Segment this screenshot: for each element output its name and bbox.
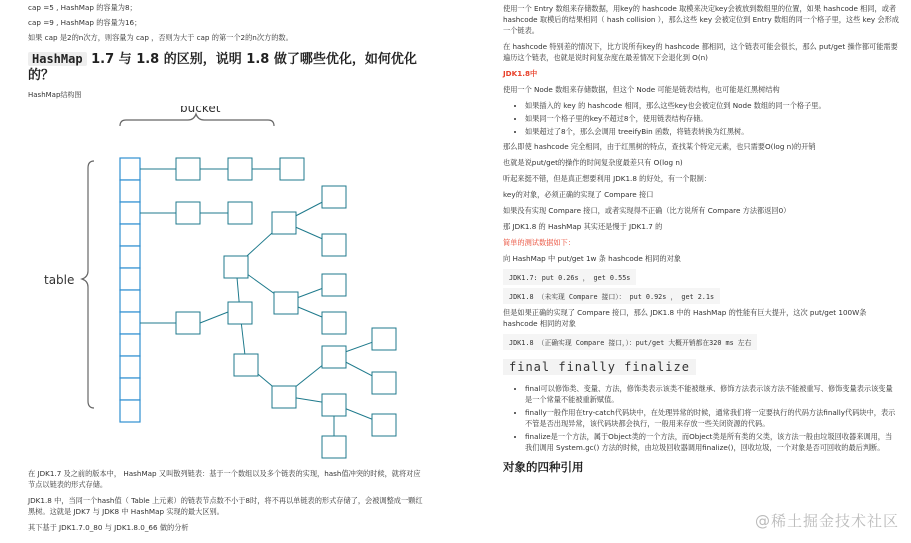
red-black-tree <box>236 196 384 446</box>
left-column <box>0 0 440 543</box>
paragraph: 也就是说put/get的操作的时间复杂度最差只有 O(log n) <box>503 158 683 167</box>
tree-root-link <box>140 312 228 334</box>
text-line: 如果 cap 是2的n次方，则容量为 cap ，否则为大于 cap 的第一个2的n次方的数。 <box>28 33 293 42</box>
paragraph: 如果没有实现 Compare 接口，或者实现得不正确（比方说所有 Compare 方法都返回0） <box>503 206 791 215</box>
list-item: • finalize是一个方法，属于Object类的一个方法，而Object类是所有类的父类，该方法一般由垃圾回收器来调用，当我们调用 System.gc() 方法的时候，由垃圾回收器调用finalize()，回收垃圾，一个对象是否可回收的最后判断。 <box>525 431 899 453</box>
hashmap-structure-diagram <box>28 106 428 466</box>
list-item: • 如果插入的 key 的 hashcode 相同，那么这些key也会被定位到 Node 数组的同一个格子里。 <box>525 100 899 111</box>
paragraph: key的对象，必须正确的实现了 Compare 接口 <box>503 190 654 199</box>
paragraph: 那 JDK1.8 的 HashMap 其实还是慢于 JDK1.7 的 <box>503 222 663 231</box>
code-result: JDK1.8 （正确实现 Compare 接口，）：put/get 大概开销都在320 ms 左右 <box>503 334 757 350</box>
list-item: • 如果超过了8个，那么会调用 treeifyBin 函数，将链表转换为红黑树。 <box>525 126 899 137</box>
paragraph: 向 HashMap 中 put/get 1w 条 hashcode 相同的对象 <box>503 254 681 263</box>
tree-nodes <box>224 186 396 458</box>
table-brace <box>82 161 94 408</box>
table-array <box>120 158 140 422</box>
bucket-brace <box>120 114 274 126</box>
paragraph: 使用一个 Node 数组来存储数据，但这个 Node 可能是链表结构，也可能是红黑树结构 <box>503 85 780 94</box>
table-label: table <box>44 273 75 287</box>
final-bullet-list <box>525 383 899 453</box>
paragraph: 在 JDK1.7 及之前的版本中， HashMap 又叫散列链表：基于一个数组以及多个链表的实现，hash值冲突的时候，就将对应节点以链表的形式存储。 <box>28 469 421 489</box>
paragraph: 在 hashcode 特别差的情况下，比方说所有key的 hashcode 都相同，这个链表可能会很长，那么 put/get 操作都可能需要遍历这个链表，也就是说时间复杂度在最差情况下会退化到 O(n) <box>503 42 898 62</box>
watermark: @稀土掘金技术社区 <box>754 512 899 530</box>
jdk18-bullet-list <box>525 100 899 137</box>
list-item: • finally一般作用在try-catch代码块中，在处理异常的时候，通常我们将一定要执行的代码方法finally代码块中，表示不管是否出现异常，该代码块都会执行，一般用来存放一些关闭资源的代码。 <box>525 407 899 429</box>
linked-list-2 <box>140 202 252 224</box>
code-result: JDK1.8 （未实现 Compare 接口）： put 0.92s ， get 2.1s <box>503 288 720 304</box>
paragraph: 那么即使 hashcode 完全相同，由于红黑树的特点，查找某个特定元素，也只需要O(log n)的开销 <box>503 142 816 151</box>
bucket-label: bucket <box>180 106 221 115</box>
heading-code: HashMap <box>28 52 87 66</box>
section-heading <box>28 51 426 84</box>
linked-list-1 <box>140 158 304 180</box>
list-item: • 如果同一个格子里的key不超过8个，使用链表结构存储。 <box>525 113 899 124</box>
paragraph: 其下基于 JDK1.7.0_80 与 JDK1.8.0_66 做的分析 <box>28 523 189 532</box>
code-result: JDK1.7: put 0.26s ， get 0.55s <box>503 269 636 285</box>
paragraph: 使用一个 Entry 数组来存储数据，用key的 hashcode 取模来决定key会被放到数组里的位置，如果 hashcode 相同，或者 hashcode 取模后的结果相同（ hash collision ），那么这些 key 会被定位到 Entry 数组的同一个格子里，这些 key 会形成一个链表。 <box>503 4 899 35</box>
paragraph: 听起来挺不错，但是真正想要利用 JDK1.8 的好处，有一个限制： <box>503 174 712 183</box>
test-data-heading: 简单的测试数据如下： <box>503 238 575 247</box>
list-item: • final可以修饰类、变量、方法，修饰类表示该类不能被继承、修饰方法表示该方法不能被重写、修饰变量表示该变量是一个常量不能被重新赋值。 <box>525 383 899 405</box>
four-references-heading: 对象的四种引用 <box>503 460 584 474</box>
final-finally-finalize-heading: final finally finalize <box>503 359 696 375</box>
text-line: cap =9 , HashMap 的容量为16； <box>28 18 142 27</box>
right-column <box>489 0 899 543</box>
heading-text: 1.7 与 1.8 的区别，说明 1.8 做了哪些优化，如何优化的？ <box>28 52 417 83</box>
text-line: cap =5 , HashMap 的容量为8； <box>28 3 137 12</box>
diagram-caption: HashMap结构图 <box>28 91 82 99</box>
jdk18-heading: JDK1.8中 <box>503 69 538 78</box>
column-divider <box>475 0 489 543</box>
paragraph: JDK1.8 中，当同一个hash值（ Table 上元素）的链表节点数不小于8时，将不再以单链表的形式存储了，会被调整成一颗红黑树。这就是 JDK7 与 JDK8 中 HashMap 实现的最大区别。 <box>28 496 423 516</box>
paragraph: 但是如果正确的实现了 Compare 接口，那么 JDK1.8 中的 HashMap 的性能有巨大提升，这次 put/get 100W条 hashcode 相同的对象 <box>503 308 867 328</box>
